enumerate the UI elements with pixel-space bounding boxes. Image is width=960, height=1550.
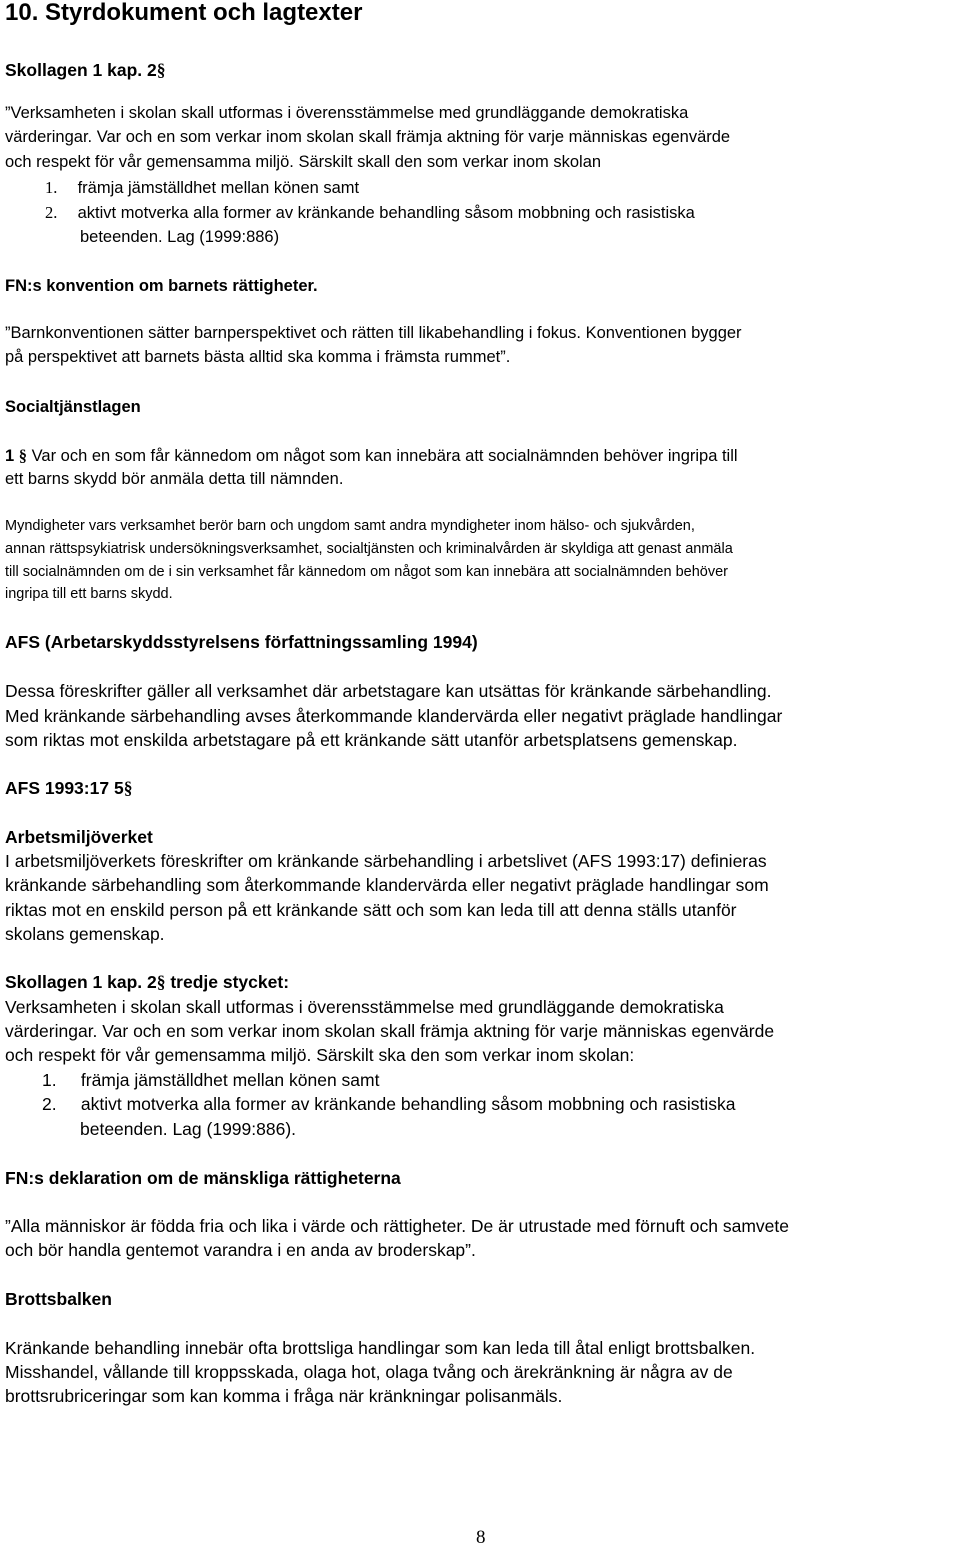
paragraph-line: ”Barnkonventionen sätter barnperspektivet och rätten till likabehandling i fokus. Konventionen bygger [5, 324, 742, 342]
section-sign: § [156, 972, 166, 992]
list-text: aktivt motverka alla former av kränkande behandling såsom mobbning och rasistiska [80, 1094, 736, 1114]
list-text: främja jämställdhet mellan könen samt [80, 1070, 380, 1090]
page-number: 8 [476, 1527, 486, 1548]
heading-text: Skollagen 1 kap. 2 [5, 972, 157, 992]
paragraph-line: I arbetsmiljöverkets föreskrifter om kränkande särbehandling i arbetslivet (AFS 1993:17) definieras [5, 851, 767, 871]
paragraph-line: och respekt för vår gemensamma miljö. Särskilt skall den som verkar inom skolan [5, 153, 602, 171]
paragraph-line: kränkande särbehandling som återkommande klandervärda eller negativt präglade handlingar som [5, 875, 769, 895]
section-heading-fn-konvention: FN:s konvention om barnets rättigheter. [5, 277, 318, 295]
list-number: 1. [45, 178, 58, 197]
list-text: aktivt motverka alla former av kränkande behandling såsom mobbning och rasistiska [77, 204, 695, 222]
paragraph-line: brottsrubriceringar som kan komma i fråga när kränkningar polisanmäls. [5, 1386, 563, 1406]
section-heading-arbetsmiljoverket: Arbetsmiljöverket [5, 827, 153, 847]
section-heading-afs: AFS (Arbetarskyddsstyrelsens författningssamling 1994) [5, 632, 478, 652]
heading-text: AFS 1993:17 5 [5, 778, 124, 798]
section-heading-skollagen [5, 58, 165, 82]
paragraph-line: ingripa till ett barns skydd. [5, 586, 173, 602]
section-heading-afs-1993 [5, 776, 132, 800]
list-item [45, 176, 359, 200]
section-heading-socialtjanstlagen: Socialtjänstlagen [5, 398, 141, 416]
list-item [42, 1068, 379, 1092]
paragraph-line: ”Verksamheten i skolan skall utformas i överensstämmelse med grundläggande demokratiska [5, 104, 689, 122]
section-heading-fn-deklaration: FN:s deklaration om de mänskliga rättigheterna [5, 1168, 401, 1188]
list-item [45, 201, 695, 225]
list-number: 2. [42, 1094, 57, 1114]
paragraph-line: Myndigheter vars verksamhet berör barn och ungdom samt andra myndigheter inom hälso- och sjukvården, [5, 518, 695, 534]
paragraph-line: Dessa föreskrifter gäller all verksamhet där arbetstagare kan utsättas för kränkande särbehandling. [5, 681, 772, 701]
section-sign: § [123, 778, 133, 798]
paragraph-line: som riktas mot enskilda arbetstagare på ett kränkande sätt utanför arbetsplatsens gemenskap. [5, 730, 738, 750]
section-sign: § [156, 60, 166, 80]
section-sign: § [18, 446, 28, 465]
paragraph-line: skolans gemenskap. [5, 924, 165, 944]
paragraph-line: annan rättspsykiatrisk undersökningsverksamhet, socialtjänsten och kriminalvården är skyldiga att genast anmäla [5, 541, 733, 557]
paragraph-line: på perspektivet att barnets bästa alltid ska komma i främsta rummet”. [5, 348, 511, 366]
list-item-continuation: beteenden. Lag (1999:886) [80, 228, 280, 246]
paragraph-line: Med kränkande särbehandling avses återkommande klandervärda eller negativt präglade handlingar [5, 706, 783, 726]
paragraph-line: ett barns skydd bör anmäla detta till nämnden. [5, 470, 344, 488]
paragraph-line [5, 444, 738, 468]
paragraph-line: och respekt för vår gemensamma miljö. Särskilt ska den som verkar inom skolan: [5, 1045, 635, 1065]
list-text: främja jämställdhet mellan könen samt [77, 179, 360, 197]
heading-text-suffix: tredje stycket: [170, 972, 290, 992]
paragraph-line: Verksamheten i skolan skall utformas i överensstämmelse med grundläggande demokratiska [5, 997, 724, 1017]
section-heading-skollagen-tredje [5, 970, 289, 994]
paragraph-number: 1 [5, 447, 15, 465]
paragraph-line: värderingar. Var och en som verkar inom skolan skall främja aktning för varje människas egenvärde [5, 128, 731, 146]
heading-text: Skollagen 1 kap. 2 [5, 60, 157, 80]
paragraph-line: till socialnämnden om de i sin verksamhet får kännedom om något som kan innebära att socialnämnden behöver [5, 564, 728, 580]
list-number: 1. [42, 1070, 57, 1090]
list-item-continuation: beteenden. Lag (1999:886). [80, 1119, 297, 1139]
list-number: 2. [45, 203, 58, 222]
paragraph-line: Misshandel, vållande till kroppsskada, olaga hot, olaga tvång och ärekränkning är några av de [5, 1362, 733, 1382]
paragraph-line: ”Alla människor är födda fria och lika i värde och rättigheter. De är utrustade med förnuft och samvete [5, 1216, 789, 1236]
paragraph-text: Var och en som får kännedom om något som kan innebära att socialnämnden behöver ingripa till [31, 447, 738, 465]
list-item [42, 1092, 736, 1116]
section-heading-brottsbalken: Brottsbalken [5, 1289, 112, 1309]
paragraph-line: Kränkande behandling innebär ofta brottsliga handlingar som kan leda till åtal enligt brottsbalken. [5, 1338, 756, 1358]
paragraph-line: riktas mot en enskild person på ett kränkande sätt och som kan leda till att denna ställs utanför [5, 900, 737, 920]
page-title: 10. Styrdokument och lagtexter [5, 0, 363, 26]
paragraph-line: värderingar. Var och en som verkar inom skolan skall främja aktning för varje människas egenvärde [5, 1021, 775, 1041]
paragraph-line: och bör handla gentemot varandra i en anda av broderskap”. [5, 1240, 476, 1260]
